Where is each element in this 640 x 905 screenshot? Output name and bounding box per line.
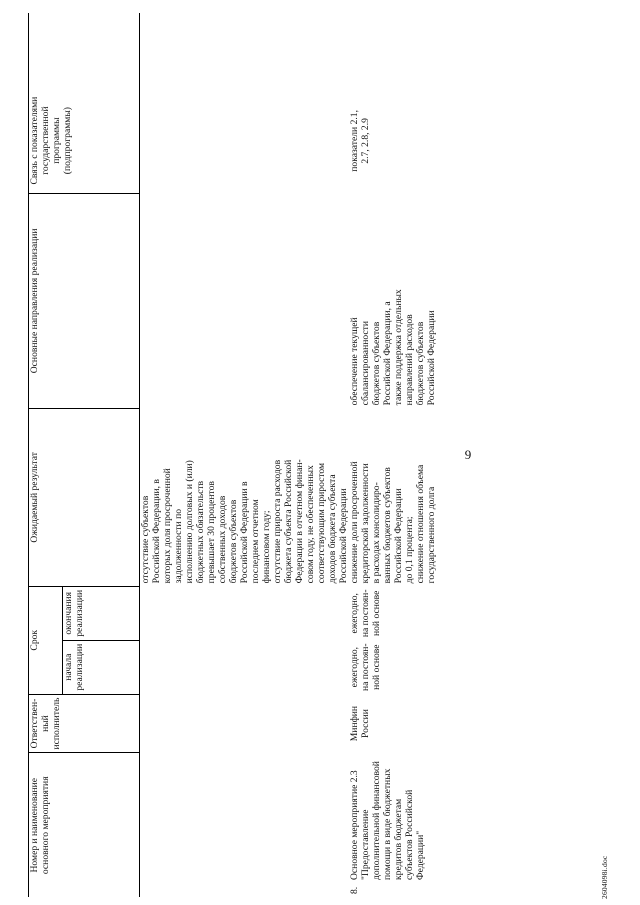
header-directions: Основные направления реализации xyxy=(29,193,140,408)
measure-link: показатели 2.1, 2.7, 2.8, 2.9 xyxy=(349,110,371,172)
header-name: Номер и наименование основного мероприятия xyxy=(29,753,140,897)
measure-name: Основное мероприятие 2.3 "Предоставление дополнительной финансовой помощи в виде бюджетных кредитов бюджетам субъектов Российской Федерации" xyxy=(349,761,426,880)
header-blank xyxy=(29,13,140,88)
header-link: Связь с показателями государственной программы (подпрограммы) xyxy=(29,88,140,193)
measure-executor: Минфин России xyxy=(349,705,371,742)
measures-table xyxy=(28,13,437,897)
measure-start: ежегодно, на постоян- ной основе xyxy=(349,643,382,692)
table-row xyxy=(349,13,437,897)
continued-result: отсутствие субъектов Российской Федерации, в которых доля просроченной задолженности по исполнению долговых и (или) бюджетных обязательств превышает 30 процентов собственных доходов бюджетов субъектов Российской Федерации в последнем отчетном финансовом году; отсутствие прироста расходов бюджета субъекта Российской Федерации в отчетном финан- совом году, не обеспеченных соответствующим приростом доходов бюджета субъекта Российской Федерации xyxy=(140,459,349,584)
row-number: 8. xyxy=(349,886,360,894)
header-term: Срок xyxy=(29,586,63,694)
header-end: окончания реализации xyxy=(62,586,139,640)
measure-directions: обеспечение текущей сбалансированности бюджетов субъектов Российской Федерации, а также поддержка отдельных направлений расходов бюджетов субъектов Российской Федерации xyxy=(349,289,437,406)
footer-code: 2604098i.doc xyxy=(600,855,609,899)
measure-end: ежегодно, на постоян- ной основе xyxy=(349,589,382,638)
header-result: Ожидаемый результат xyxy=(29,408,140,586)
measure-result: снижение доли просроченной кредиторской задолженности в расходах консолидиро- ванных бюджетов субъектов Российской Федерации до 0,1 процента; снижение отношения объема государственного долга xyxy=(349,461,437,584)
table-row xyxy=(140,13,350,897)
page-number: 9 xyxy=(464,447,472,462)
header-executor: Ответствен- ный исполнитель xyxy=(29,694,140,753)
header-start: начала реализации xyxy=(62,640,139,694)
